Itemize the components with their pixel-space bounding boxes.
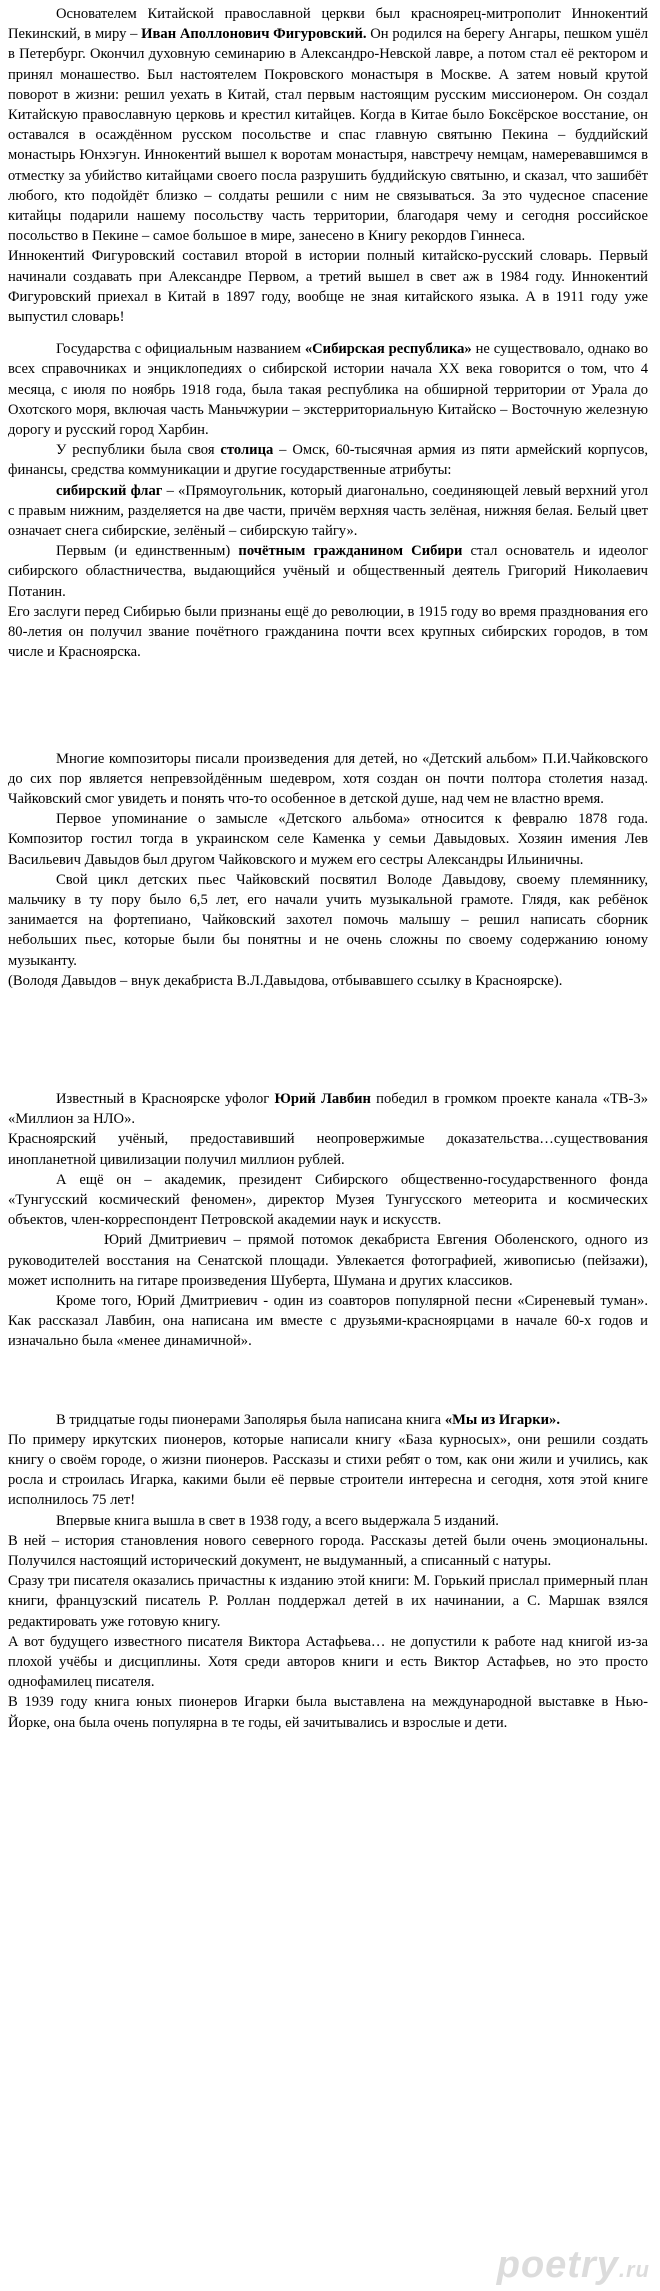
tchaikovsky-paragraph-2: Первое упоминание о замысле «Детского альбома» относится к февралю 1878 года. Композитор гостил тогда в украинском селе Каменка у семьи Давыдовых. Хозяин имения Лев Васильевич Давыдов был другом Чайковского и мужем его сестры Александры Ильиничны. bbox=[8, 811, 648, 868]
figurovsky-paragraph-1: Основателем Китайской православной церкви был красноярец-митрополит Иннокентий Пекинский, в миру – Иван Аполлонович Фигуровский. Он родился на берегу Ангары, пешком ушёл в Петербург. Окончил духовную семинарию в Александро-Невской лавре, а потом стал её ректором и принял монашество. Был настоятелем Покровского монастыря в Москве. А затем новый крутой поворот в жизни: решил уехать в Китай, стал первым настоящим русским миссионером. Он создал Китайскую православную церковь и крестил китайцев. Когда в Китае было Боксёрское восстание, он оставался в осаждённом русском посольстве и спас главную святыню Пекина – буддийский монастырь Юнхэгун. Иннокентий вышел к воротам монастыря, навстречу немцам, намеревавшимся в отместку за убийство китайцами своего посла разрушить буддийскую святыню, и сказал, что зашибёт любого, кто подойдёт близко – солдаты решили с ним не связываться. За это чудесное спасение китайцы подарили нашему посольству часть территории, благодаря чему и сегодня российское посольство в Пекине – самое большое в мире, занесено в Книгу рекордов Гиннеса. bbox=[8, 6, 648, 245]
document-page bbox=[8, 4, 648, 1733]
siberia-paragraph-4: Первым (и единственным) почётным гражданином Сибири стал основатель и идеолог сибирского областничества, выдающийся учёный и общественный деятель Григорий Николаевич Потанин. bbox=[8, 543, 648, 600]
igarka-paragraph-6: А вот будущего известного писателя Виктора Астафьева… не допустили к работе над книгой из-за плохой учёбы и дисциплины. Хотя среди авторов книги и есть Виктор Астафьев, но это просто однофамилец писателя. bbox=[8, 1633, 648, 1691]
lavbin-paragraph-5: Кроме того, Юрий Дмитриевич - один из соавторов популярной песни «Сиреневый туман». Как рассказал Лавбин, она написана им вместе с друзьями-красноярцами в начале 60-х годов и изначально была «менее динамичной». bbox=[8, 1292, 648, 1350]
figurovsky-paragraph-2: Иннокентий Фигуровский составил второй в истории полный китайско-русский словарь. Первый начинали создавать при Александре Первом, а третий вышел в свет аж в 1984 году. Иннокентий Фигуровский приехал в Китай в 1897 году, вообще не зная китайского языка. А в 1911 году уже выпустил словарь! bbox=[8, 248, 648, 326]
site-watermark: poetry.ru bbox=[496, 2244, 650, 2286]
siberia-paragraph-3: сибирский флаг – «Прямоугольник, который диагонально, соединяющей левый верхний угол с правым нижним, разделяется на две части, причём верхняя часть зелёная, нижняя белая. Белый цвет означает снега сибирские, зелёный – сибирскую тайгу». bbox=[8, 482, 649, 540]
tchaikovsky-paragraph-3: Свой цикл детских пьес Чайковский посвятил Володе Давыдову, своему племяннику, мальчику в ту пору было 6,5 лет, его начали учить музыкальной грамоте. Глядя, как ребёнок занимается на фортепиано, Чайковский захотел помочь малышу – решил написать сборник небольших пьес, которые были бы понятны и не очень сложны по своему содержанию юному музыканту. bbox=[8, 871, 648, 969]
figurovsky-name: Иван Аполлонович Фигуровский. bbox=[141, 26, 367, 43]
lavbin-paragraph-2: Красноярский учёный, предоставивший неопровержимые доказательства…существования инопланетной цивилизации получил миллион рублей. bbox=[8, 1131, 648, 1168]
siberia-paragraph-2: У республики была своя столица – Омск, 60-тысячная армия из пяти армейский корпусов, финансы, средства коммуникации и другие государственные атрибуты: bbox=[8, 442, 648, 479]
siberia-paragraph-5: Его заслуги перед Сибирью были признаны ещё до революции, в 1915 году во время празднования его 80-летия он получил звание почётного гражданина почти всех крупных сибирских городов, в том числе и Красноярска. bbox=[8, 603, 648, 661]
igarka-paragraph-5: Сразу три писателя оказались причастны к изданию этой книги: М. Горький прислал примерный план книги, французский писатель Р. Роллан поддержал детей в их начинании, а С. Маршак взялся редактировать уже готовую книгу. bbox=[8, 1573, 648, 1630]
siberia-republic-title: «Сибирская республика» bbox=[304, 341, 472, 358]
siberia-citizen-term: почётным гражданином Сибири bbox=[238, 543, 463, 560]
siberia-flag-term: сибирский флаг bbox=[56, 482, 163, 499]
siberia-paragraph-1: Государства с официальным названием «Сибирская республика» не существовало, однако во всех справочниках и энциклопедиях о сибирской истории начала XX века говорится о том, что 4 месяца, с июля по ноябрь 1918 года, была такая республика на обширной территории от Урала до Охотского моря, включая часть Маньчжурии – экстерриториальную Китайско – Восточную железную дорогу и русский город Харбин. bbox=[8, 341, 648, 439]
lavbin-paragraph-1: Известный в Красноярске уфолог Юрий Лавбин победил в громком проекте канала «ТВ-3» «Миллион за НЛО». bbox=[8, 1090, 648, 1128]
igarka-paragraph-3: Впервые книга вышла в свет в 1938 году, а всего выдержала 5 изданий. bbox=[56, 1512, 499, 1529]
tchaikovsky-paragraph-1: Многие композиторы писали произведения для детей, но «Детский альбом» П.И.Чайковского до сих пор является непревзойдённым шедевром, хотя создан он почти полтора столетия назад. Чайковский смог увидеть и понять что-то особенное в детской душе, над чем не властно время. bbox=[8, 750, 648, 807]
igarka-paragraph-1: В тридцатые годы пионерами Заполярья была написана книга «Мы из Игарки». bbox=[56, 1411, 561, 1428]
tchaikovsky-paragraph-4: (Володя Давыдов – внук декабриста В.Л.Давыдова, отбывавшего ссылку в Красноярске). bbox=[8, 972, 563, 989]
igarka-paragraph-7: В 1939 году книга юных пионеров Игарки была выставлена на международной выставке в Нью-Йорке, она была очень популярна в те годы, ей зачитывались и взрослые и дети. bbox=[8, 1694, 648, 1731]
lavbin-paragraph-3: А ещё он – академик, президент Сибирского общественно-государственного фонда «Тунгусский космический феномен», директор Музея Тунгусского метеорита и космических объектов, член-корреспондент Петровской академии наук и искусств. bbox=[8, 1171, 648, 1229]
lavbin-name: Юрий Лавбин bbox=[274, 1090, 371, 1107]
igarka-paragraph-4: В ней – история становления нового северного города. Рассказы детей были очень эмоциональны. Получился настоящий исторический документ, не выдуманный, а списанный с натуры. bbox=[8, 1532, 648, 1569]
igarka-book-title: «Мы из Игарки». bbox=[444, 1411, 561, 1428]
lavbin-paragraph-4: Юрий Дмитриевич – прямой потомок декабриста Евгения Оболенского, одного из руководителей восстания на Сенатской площади. Увлекается фотографией, живописью (пейзажи), может исполнить на гитаре произведения Шуберта, Шумана и других классиков. bbox=[8, 1232, 648, 1289]
siberia-capital-term: столица bbox=[220, 442, 274, 459]
igarka-paragraph-2: По примеру иркутских пионеров, которые написали книгу «База курносых», они решили создать книгу о своём городе, о жизни пионеров. Рассказы и стихи ребят о том, как они жили и учились, как росла и строилась Игарка, какими были её первые строители интересна и сегодня, хотя этой книге исполнилось 75 лет! bbox=[8, 1431, 648, 1509]
